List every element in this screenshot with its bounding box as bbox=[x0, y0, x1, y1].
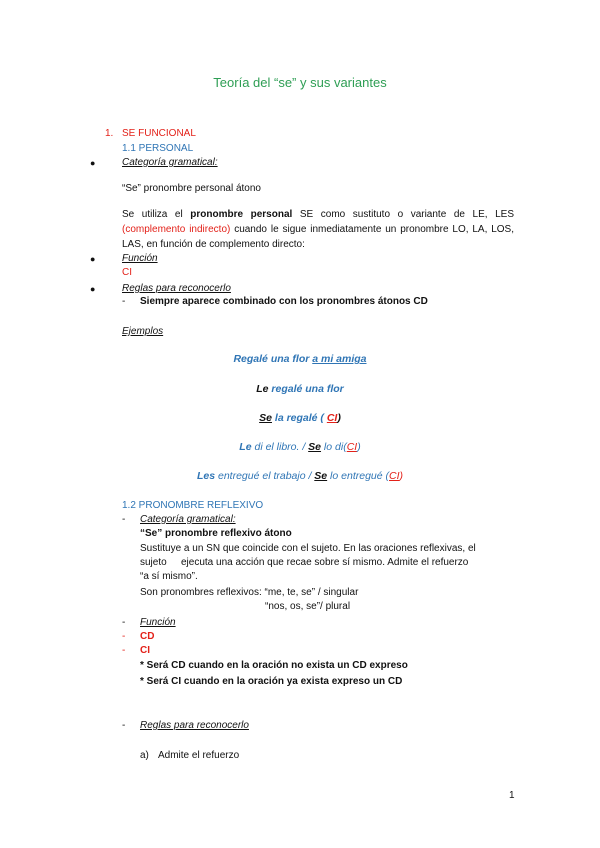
document-title: Teoría del “se” y sus variantes bbox=[213, 75, 387, 90]
bullet-icon: ● bbox=[90, 254, 96, 264]
text-line: “nos, os, se”/ plural bbox=[265, 601, 351, 612]
dash-icon: - bbox=[122, 631, 126, 642]
dash-icon: - bbox=[122, 296, 126, 307]
rule-item: Siempre aparece combinado con los pronombres átonos CD bbox=[140, 296, 428, 307]
text-line: “a sí mismo”. bbox=[140, 571, 198, 582]
category-value: “Se” pronombre reflexivo átono bbox=[140, 528, 292, 539]
function-value: CI bbox=[122, 267, 132, 278]
text-line: Sustituye a un SN que coincide con el sujeto. En las oraciones reflexivas, el bbox=[140, 543, 476, 554]
rules-label: Reglas para reconocerlo bbox=[140, 720, 249, 731]
text-line: sujeto bbox=[140, 557, 167, 568]
subsection-heading: 1.1 PERSONAL bbox=[122, 143, 194, 154]
category-label: Categoría gramatical: bbox=[140, 514, 236, 525]
text-line: Son pronombres reflexivos: “me, te, se” / singular bbox=[140, 587, 359, 598]
function-label: Función bbox=[140, 617, 176, 628]
examples-label: Ejemplos bbox=[122, 326, 164, 337]
example-1: Regalé una flor a mi amiga bbox=[233, 353, 367, 365]
dash-icon: - bbox=[122, 645, 126, 656]
note-line: * Será CI cuando en la oración ya exista expreso un CD bbox=[140, 676, 403, 687]
bullet-icon: ● bbox=[90, 284, 96, 294]
section-number: 1. bbox=[105, 128, 114, 139]
text-line: ejecuta una acción que recae sobre sí mismo. Admite el refuerzo bbox=[181, 557, 469, 568]
dash-icon: - bbox=[122, 617, 126, 628]
function-label: Función bbox=[122, 253, 158, 264]
page-number: 1 bbox=[509, 790, 515, 801]
example-2: Le regalé una flor bbox=[256, 383, 344, 395]
example-5: Les entregué el trabajo / Se lo entregué (CI) bbox=[196, 470, 404, 482]
rules-label: Reglas para reconocerlo bbox=[122, 283, 231, 294]
rule-item: Admite el refuerzo bbox=[158, 750, 240, 761]
category-value: “Se” pronombre personal átono bbox=[122, 183, 261, 194]
example-4: Le di el libro. / Se lo di(CI) bbox=[239, 441, 361, 453]
category-label: Categoría gramatical: bbox=[122, 157, 218, 168]
definition-paragraph: Se utiliza el pronombre personal SE como sustituto o variante de LE, LES (complemento indirecto) cuando le sigue inmediatamente un pronombre LO, LA, LOS, LAS, en función de complemento directo: bbox=[122, 209, 515, 250]
note-line: * Será CD cuando en la oración no exista un CD expreso bbox=[140, 660, 408, 671]
section-heading: SE FUNCIONAL bbox=[122, 128, 196, 139]
function-value: CI bbox=[140, 645, 150, 656]
bullet-icon: ● bbox=[90, 158, 96, 168]
subsection-heading: 1.2 PRONOMBRE REFLEXIVO bbox=[122, 500, 264, 511]
function-value: CD bbox=[140, 631, 155, 642]
example-3: Se la regalé ( CI) bbox=[259, 412, 341, 424]
dash-icon: - bbox=[122, 720, 126, 731]
dash-icon: - bbox=[122, 514, 126, 525]
list-marker: a) bbox=[140, 750, 149, 761]
